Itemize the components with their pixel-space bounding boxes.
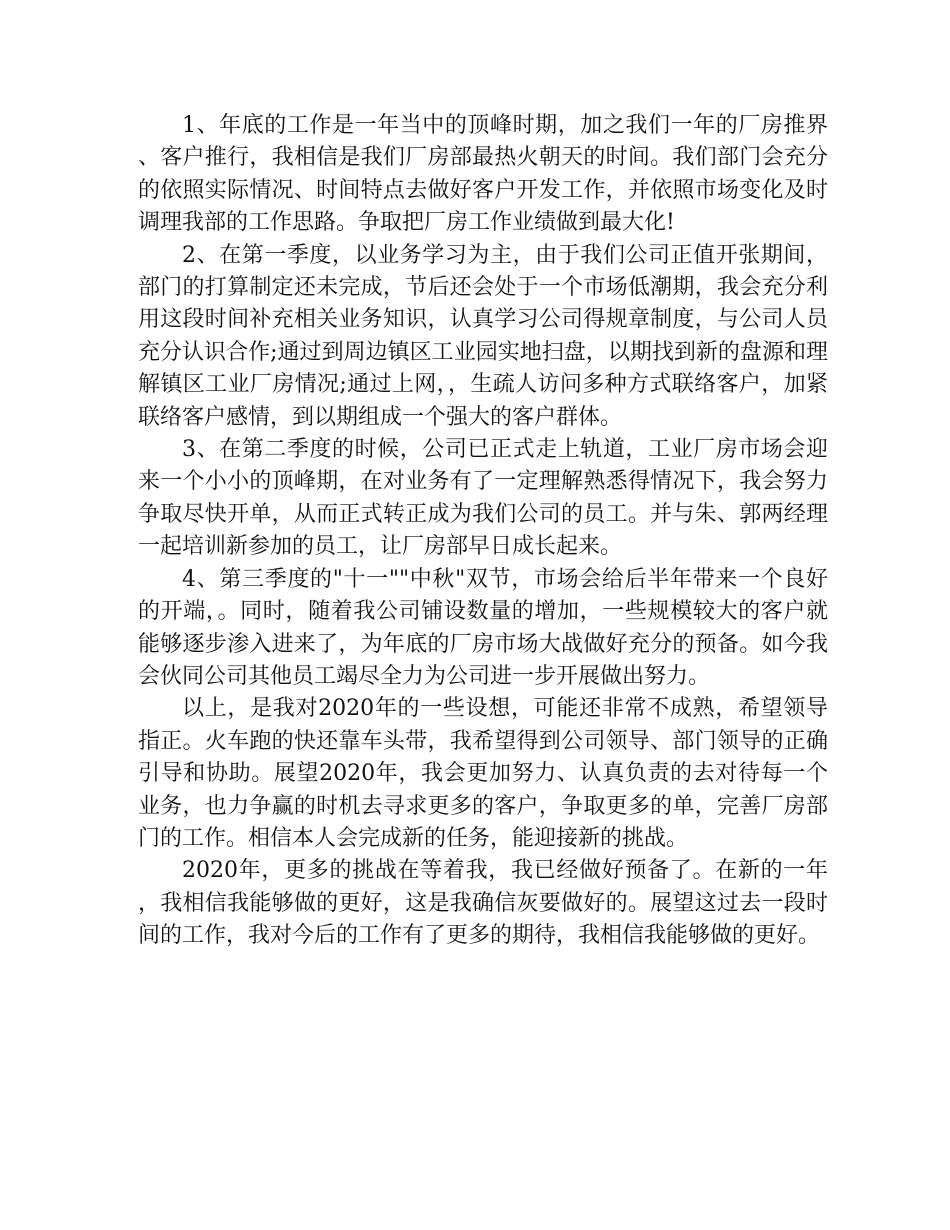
paragraph-3: 3、在第二季度的时候，公司已正式走上轨道，工业厂房市场会迎来一个小小的顶峰期，在对业务有了一定理解熟悉得情况下，我会努力争取尽快开单，从而正式转正成为我们公司的员工。并与朱、郭两经理一起培训新参加的员工，让厂房部早日成长起来。: [138, 437, 828, 560]
paragraph-6: 2020年，更多的挑战在等着我，我已经做好预备了。在新的一年，我相信我能够做的更好，这是我确信灰要做好的。展望这过去一段时间的工作，我对今后的工作有了更多的期待，我相信我能够做的更好。: [138, 858, 828, 949]
paragraph-5: 以上，是我对2020年的一些设想，可能还非常不成熟，希望领导指正。火车跑的快还靠车头带，我希望得到公司领导、部门领导的正确引导和协助。展望2020年，我会更加努力、认真负责的去对待每一个业务，也力争赢的时机去寻求更多的客户，争取更多的单，完善厂房部门的工作。相信本人会完成新的任务，能迎接新的挑战。: [138, 696, 828, 851]
paragraph-1: 1、年底的工作是一年当中的顶峰时期，加之我们一年的厂房推界、客户推行，我相信是我们厂房部最热火朝天的时间。我们部门会充分的依照实际情况、时间特点去做好客户开发工作，并依照市场变化及时调理我部的工作思路。争取把厂房工作业绩做到最大化!: [138, 113, 828, 236]
paragraph-2: 2、在第一季度，以业务学习为主，由于我们公司正值开张期间，部门的打算制定还未完成，节后还会处于一个市场低潮期，我会充分利用这段时间补充相关业务知识，认真学习公司得规章制度，与公司人员充分认识合作;通过到周边镇区工业园实地扫盘，以期找到新的盘源和理解镇区工业厂房情况;通过上网，，生疏人访问多种方式联络客户，加紧联络客户感情，到以期组成一个强大的客户群体。: [138, 242, 828, 430]
document-body: [138, 110, 828, 953]
paragraph-4: 4、第三季度的"十一""中秋"双节，市场会给后半年带来一个良好的开端，。同时，随着我公司铺设数量的增加，一些规模较大的客户就能够逐步渗入进来了，为年底的厂房市场大战做好充分的预备。如今我会伙同公司其他员工竭尽全力为公司进一步开展做出努力。: [138, 566, 828, 689]
